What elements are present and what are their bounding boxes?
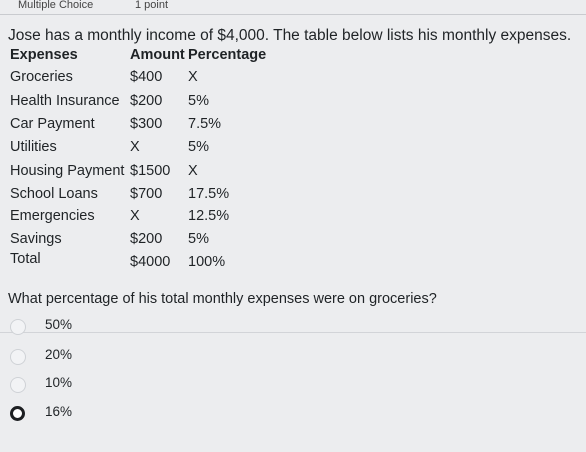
radio-button-icon[interactable] [10,319,26,335]
table-cell-amount: $700 [130,186,163,202]
question-prompt: Jose has a monthly income of $4,000. The table below lists his monthly expenses. [8,27,572,44]
table-cell-percentage: 17.5% [188,186,230,202]
table-header-percentage: Percentage [188,47,267,63]
table-cell-amount: X [130,208,140,224]
table-cell-amount: $4000 [130,254,171,270]
table-cell-amount: $200 [130,231,163,247]
answer-option-label: 20% [45,347,73,362]
radio-button-icon[interactable] [10,377,26,393]
table-header-expenses: Expenses [10,47,78,63]
table-cell-amount: $1500 [130,163,171,179]
table-cell-expense: Groceries [10,69,73,85]
table-cell-percentage: 7.5% [188,116,222,132]
header-divider [0,14,586,15]
table-cell-expense: Utilities [10,139,57,155]
table-header-amount: Amount [130,47,185,63]
answer-option-20[interactable] [0,347,300,369]
table-cell-expense: Total [10,251,41,267]
answer-option-label: 16% [45,404,73,419]
table-cell-percentage: X [188,163,198,179]
table-cell-amount: $200 [130,93,163,109]
answer-option-16[interactable] [0,404,300,426]
table-cell-percentage: 100% [188,254,226,270]
table-cell-amount: $300 [130,116,163,132]
question-type-label: Multiple Choice [18,0,94,11]
table-cell-expense: Car Payment [10,116,95,132]
table-cell-percentage: 5% [188,139,209,155]
radio-button-icon[interactable] [10,349,26,365]
table-cell-amount: X [130,139,140,155]
question-header [0,0,586,14]
question-text: What percentage of his total monthly expenses were on groceries? [8,291,437,307]
table-cell-expense: Savings [10,231,62,247]
table-cell-expense: Emergencies [10,208,95,224]
table-cell-percentage: 5% [188,231,209,247]
answer-option-label: 50% [45,317,73,332]
radio-button-selected-icon[interactable] [10,406,25,421]
table-cell-expense: Housing Payment [10,163,125,179]
table-cell-expense: Health Insurance [10,93,120,109]
table-cell-percentage: 5% [188,93,209,109]
answer-option-label: 10% [45,375,73,390]
answer-option-50[interactable] [0,317,300,339]
table-cell-expense: School Loans [10,186,98,202]
answer-option-10[interactable] [0,375,300,397]
table-cell-percentage: 12.5% [188,208,230,224]
table-cell-amount: $400 [130,69,163,85]
points-label: 1 point [135,0,169,11]
table-cell-percentage: X [188,69,198,85]
